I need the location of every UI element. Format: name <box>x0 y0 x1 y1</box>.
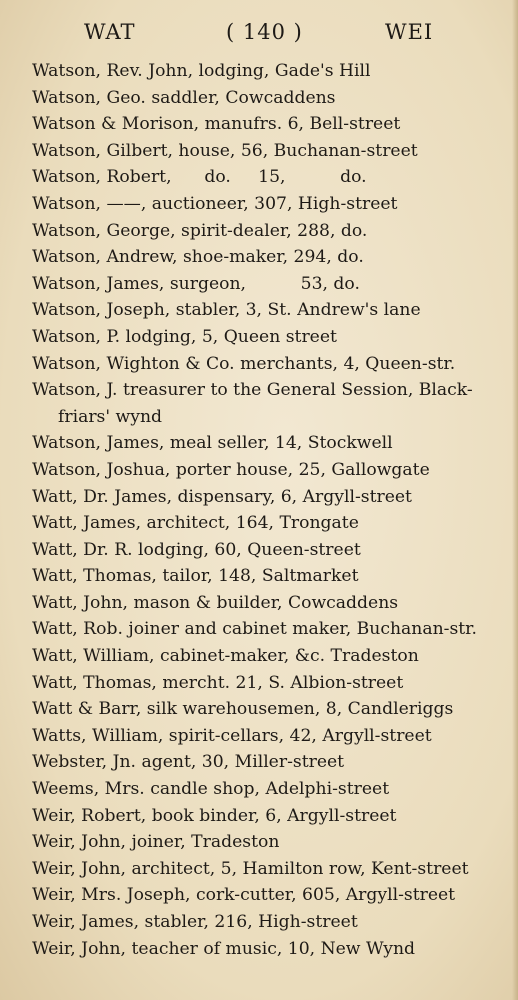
directory-entry: Watts, William, spirit-cellars, 42, Argyll-street <box>32 725 432 746</box>
directory-entry: Weir, Robert, book binder, 6, Argyll-street <box>32 805 397 826</box>
directory-entry: Watson, Geo. saddler, Cowcaddens <box>32 87 336 108</box>
directory-entries <box>32 58 477 962</box>
directory-entry: Watson, P. lodging, 5, Queen street <box>32 326 337 347</box>
directory-entry: Weir, John, architect, 5, Hamilton row, Kent-street <box>32 858 469 879</box>
directory-entry: Watt, Thomas, mercht. 21, S. Albion-street <box>32 672 404 693</box>
directory-entry: Watson, Robert, do. 15, do. <box>32 167 367 188</box>
directory-entry: Watt, Dr. James, dispensary, 6, Argyll-street <box>32 486 412 507</box>
directory-entry: Weir, John, teacher of music, 10, New Wynd <box>32 938 416 959</box>
page-number: ( 140 ) <box>226 20 303 44</box>
running-head-right: WEI <box>385 20 434 44</box>
directory-entry: Webster, Jn. agent, 30, Miller-street <box>32 752 345 773</box>
page-edge-shadow <box>512 0 518 1000</box>
directory-entry: Watt, James, architect, 164, Trongate <box>32 513 359 534</box>
running-head <box>0 18 518 50</box>
directory-entry: Watson, Rev. John, lodging, Gade's Hill <box>32 61 371 81</box>
directory-entry: Watt & Barr, silk warehousemen, 8, Candleriggs <box>32 699 454 720</box>
directory-entry: Watson, Joshua, porter house, 25, Gallowgate <box>32 459 430 480</box>
directory-entry: Watson, Joseph, stabler, 3, St. Andrew's lane <box>32 300 421 321</box>
directory-entry: Watson, Andrew, shoe-maker, 294, do. <box>32 247 364 268</box>
directory-entry: Weir, James, stabler, 216, High-street <box>32 912 358 932</box>
directory-entry: Weems, Mrs. candle shop, Adelphi-street <box>32 779 390 800</box>
directory-entry: Watson & Morison, manufrs. 6, Bell-street <box>32 114 401 135</box>
directory-entry: Watson, ——, auctioneer, 307, High-street <box>32 193 398 214</box>
directory-entry: Weir, John, joiner, Tradeston <box>32 832 280 853</box>
directory-entry: Watson, James, meal seller, 14, Stockwell <box>32 433 393 454</box>
directory-entry: Watson, Wighton & Co. merchants, 4, Queen-str. <box>32 353 456 374</box>
directory-entry: Watson, James, surgeon, 53, do. <box>32 273 360 294</box>
directory-entry: Watson, Gilbert, house, 56, Buchanan-street <box>32 140 418 161</box>
directory-entry: Watt, John, mason & builder, Cowcaddens <box>32 592 399 613</box>
directory-entry: Watson, J. treasurer to the General Session, Black- <box>32 380 473 401</box>
directory-entry: Watt, Rob. joiner and cabinet maker, Buchanan-str. <box>32 619 477 640</box>
directory-entry: Watt, Dr. R. lodging, 60, Queen-street <box>32 539 361 560</box>
directory-entry: Watt, William, cabinet-maker, &c. Tradeston <box>32 646 419 667</box>
directory-entry: Weir, Mrs. Joseph, cork-cutter, 605, Argyll-street <box>32 885 456 906</box>
running-head-left: WAT <box>84 20 136 44</box>
directory-entry: Watson, George, spirit-dealer, 288, do. <box>32 220 368 241</box>
directory-entry: Watt, Thomas, tailor, 148, Saltmarket <box>32 566 359 587</box>
directory-entry-continuation: friars' wynd <box>58 406 163 427</box>
